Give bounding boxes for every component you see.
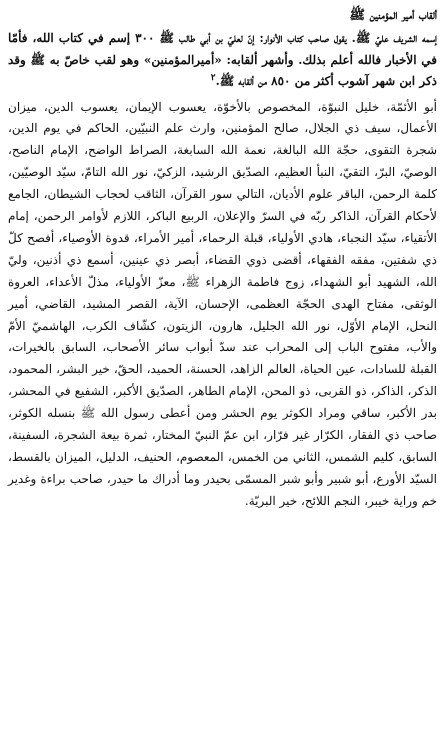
titles-paragraph: أبو الأئمّة، خليل النبوّة، المخصوص بالأخوّة، يعسوب الإيمان، يعسوب الدين، ميزان الأعمال، سيف ذي الجلال، صالح المؤمنين، وارث علم النبيّين، الحاكم في يوم الدين، شجرة التقوى، حجّة الله البالغة، نعمة الله السابغة، الصراط الواضح، الإمام الناصح، الوصيّ، البرّ، التقيّ، النبأ العظيم، الصدّيق الرشيد، الزكيّ، نور الله التامّ، سيّد الوصيّين، كلمة الرحمن، الباقر علوم الأديان، التالي سور القرآن، الثاقب لحجاب الشيطان، الجامع لأحكام القرآن، الذاكر ربّه في السرّ والإعلان، الربيع الباكر، اللازم لأوامر الرحمن، إمام الأتقياء، سيّد النجباء، هادي الأولياء، قبلة الرحماء، أمير الأمراء، قدوة الأوصياء، أفصح كلّ ذي شفتين، مفقه الفقهاء، أقضى ذوي القضاء، أبصر ذي عينين، أسمع ذي أذنين، وليّ الله، الشهيد أبو الشهداء، زوج فاطمة الزهراء ﷺ، معزّ الأولياء، مذلّ الأعداء، العروة الوثقى، مفتاح الهدى الحجّة العظمى، الإحسان، الآية، القصر المشيد، القاضي، أمير النحل، الإمام الأوّل، نور الله الجليل، هارون، الزيتون، كشّاف الكرب، الهاشميّ الأمّ والأب، مفتوح الباب إلى المحراب عند سدّ أبواب سائر الأصحاب، السابق بالخيرات، القبلة للسادات، عين الحياة، العالم الزاهد، الحسنة، الحميد، الحقّ، خير البشر، المحمود، الذكر، الذاكر، ذو القربى، ذو المحن، الإمام الطاهر، الصدّيق الأكبر، الشفيع في المحشر، بدر الأكبر، ساقي ومراد الكوثر يوم الحشر ومن أعطى رسول الله ﷺ بنسله الكوثر، صاحب ذي الفقار، الكرّار غير فرّار، ابن عمّ النبيّ المختار، ثمرة بيعة الشجرة، السفينة، السابق، كليم الشمس، الثاني من الخمس، المعصوم، الحنيف، الدليل، الميزان بالقسط، السيّد الأورع، أبو شبير وأبو شبر المسمّى بحيدر وما أدراك ما حيدر، صاحب براءة وغدير خم وراية خيبر، النجم اللائح، خير البريّة. [8,99,438,508]
intro-paragraph [8,28,437,93]
page-heading: ألقاب أمير المؤمنين ﷺ [349,8,437,23]
intro-text: إسمه الشريف عليّ ﷺ. يقول صاحب كتاب الأنوار: إنّ لعليّ بن أبي طالب ﷺ ٣٠٠ إسم في كتاب الله، فأمّا في الأخبار فالله أعلم بذلك. وأشهر ألقابه: «أميرالمؤمنين» وهو لقب خاصّ به ﷺ وقد ذكر ابن شهر آشوب أكثر من ٨٥٠ من ألقابه ﷺ. [8,31,437,88]
footnote-marker[interactable]: ٢ [210,73,216,83]
